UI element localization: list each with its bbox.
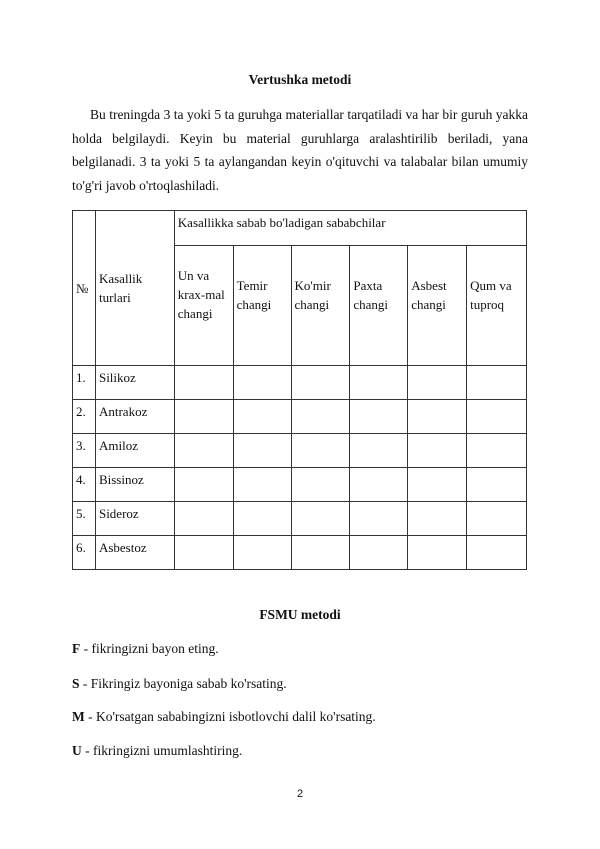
empty-cell	[350, 400, 408, 434]
empty-cell	[291, 468, 350, 502]
empty-cell	[467, 502, 527, 536]
empty-cell	[350, 468, 408, 502]
table-row	[73, 502, 527, 536]
empty-cell	[350, 536, 408, 570]
empty-cell	[408, 366, 467, 400]
fsmu-text: - Ko'rsatgan sababingizni isbotlovchi dalil ko'rsating.	[84, 709, 376, 724]
empty-cell	[174, 434, 233, 468]
table-row	[73, 434, 527, 468]
table-row	[73, 536, 527, 570]
fsmu-item-u	[72, 743, 528, 759]
empty-cell	[408, 434, 467, 468]
empty-cell	[233, 434, 291, 468]
row-disease-name: Antrakoz	[95, 400, 174, 434]
header-causes-group: Kasallikka sabab bo'ladigan sababchilar	[174, 211, 526, 246]
empty-cell	[174, 536, 233, 570]
empty-cell	[291, 536, 350, 570]
empty-cell	[467, 536, 527, 570]
header-cause-3: Ko'mir changi	[291, 246, 350, 366]
empty-cell	[233, 536, 291, 570]
header-disease-type: Kasallik turlari	[95, 211, 174, 366]
empty-cell	[233, 502, 291, 536]
fsmu-text: - fikringizni umumlashtiring.	[81, 743, 243, 758]
row-disease-name: Asbestoz	[95, 536, 174, 570]
empty-cell	[350, 434, 408, 468]
empty-cell	[467, 400, 527, 434]
empty-cell	[408, 536, 467, 570]
header-cause-5: Asbest changi	[408, 246, 467, 366]
row-disease-name: Sideroz	[95, 502, 174, 536]
header-cause-4: Paxta changi	[350, 246, 408, 366]
empty-cell	[408, 400, 467, 434]
empty-cell	[174, 502, 233, 536]
fsmu-letter: M	[72, 709, 85, 724]
row-number: 3.	[73, 434, 96, 468]
header-cause-2: Temir changi	[233, 246, 291, 366]
fsmu-letter: S	[72, 676, 80, 691]
empty-cell	[233, 366, 291, 400]
header-number: №	[73, 211, 96, 366]
row-number: 1.	[73, 366, 96, 400]
section-title-fsmu: FSMU metodi	[259, 607, 341, 622]
empty-cell	[174, 468, 233, 502]
fsmu-text: - fikringizni bayon eting.	[80, 641, 219, 656]
empty-cell	[291, 400, 350, 434]
header-cause-1: Un va krax-mal changi	[174, 246, 233, 366]
table-row	[73, 468, 527, 502]
row-disease-name: Amiloz	[95, 434, 174, 468]
row-number: 5.	[73, 502, 96, 536]
empty-cell	[350, 366, 408, 400]
header-cause-6: Qum va tuproq	[467, 246, 527, 366]
row-number: 6.	[73, 536, 96, 570]
empty-cell	[233, 468, 291, 502]
empty-cell	[291, 502, 350, 536]
empty-cell	[291, 366, 350, 400]
empty-cell	[467, 468, 527, 502]
section-title-vertushka: Vertushka metodi	[248, 72, 352, 87]
fsmu-letter: F	[72, 641, 81, 656]
empty-cell	[174, 400, 233, 434]
empty-cell	[408, 468, 467, 502]
empty-cell	[408, 502, 467, 536]
page-number: 2	[296, 788, 304, 800]
row-disease-name: Silikoz	[95, 366, 174, 400]
empty-cell	[233, 400, 291, 434]
fsmu-letter: U	[72, 743, 82, 758]
fsmu-item-s	[72, 676, 528, 692]
empty-cell	[467, 366, 527, 400]
fsmu-item-m	[72, 709, 528, 725]
empty-cell	[291, 434, 350, 468]
disease-cause-table	[72, 210, 527, 570]
table-row	[73, 400, 527, 434]
table-row	[73, 366, 527, 400]
empty-cell	[350, 502, 408, 536]
row-disease-name: Bissinoz	[95, 468, 174, 502]
empty-cell	[174, 366, 233, 400]
fsmu-text: - Fikringiz bayoniga sabab ko'rsating.	[79, 676, 287, 691]
row-number: 2.	[73, 400, 96, 434]
row-number: 4.	[73, 468, 96, 502]
fsmu-item-f	[72, 641, 528, 657]
intro-paragraph: Bu treningda 3 ta yoki 5 ta guruhga materiallar tarqatiladi va har bir guruh yakka holda belgilaydi. Keyin bu material guruhlarga aralashtirilib beriladi, yana belgilanadi. 3 ta yoki 5 ta aylangandan keyin o'qituvchi va talabalar bilan umumiy to'g'ri javob o'rtoqlashiladi.	[72, 107, 528, 193]
empty-cell	[467, 434, 527, 468]
